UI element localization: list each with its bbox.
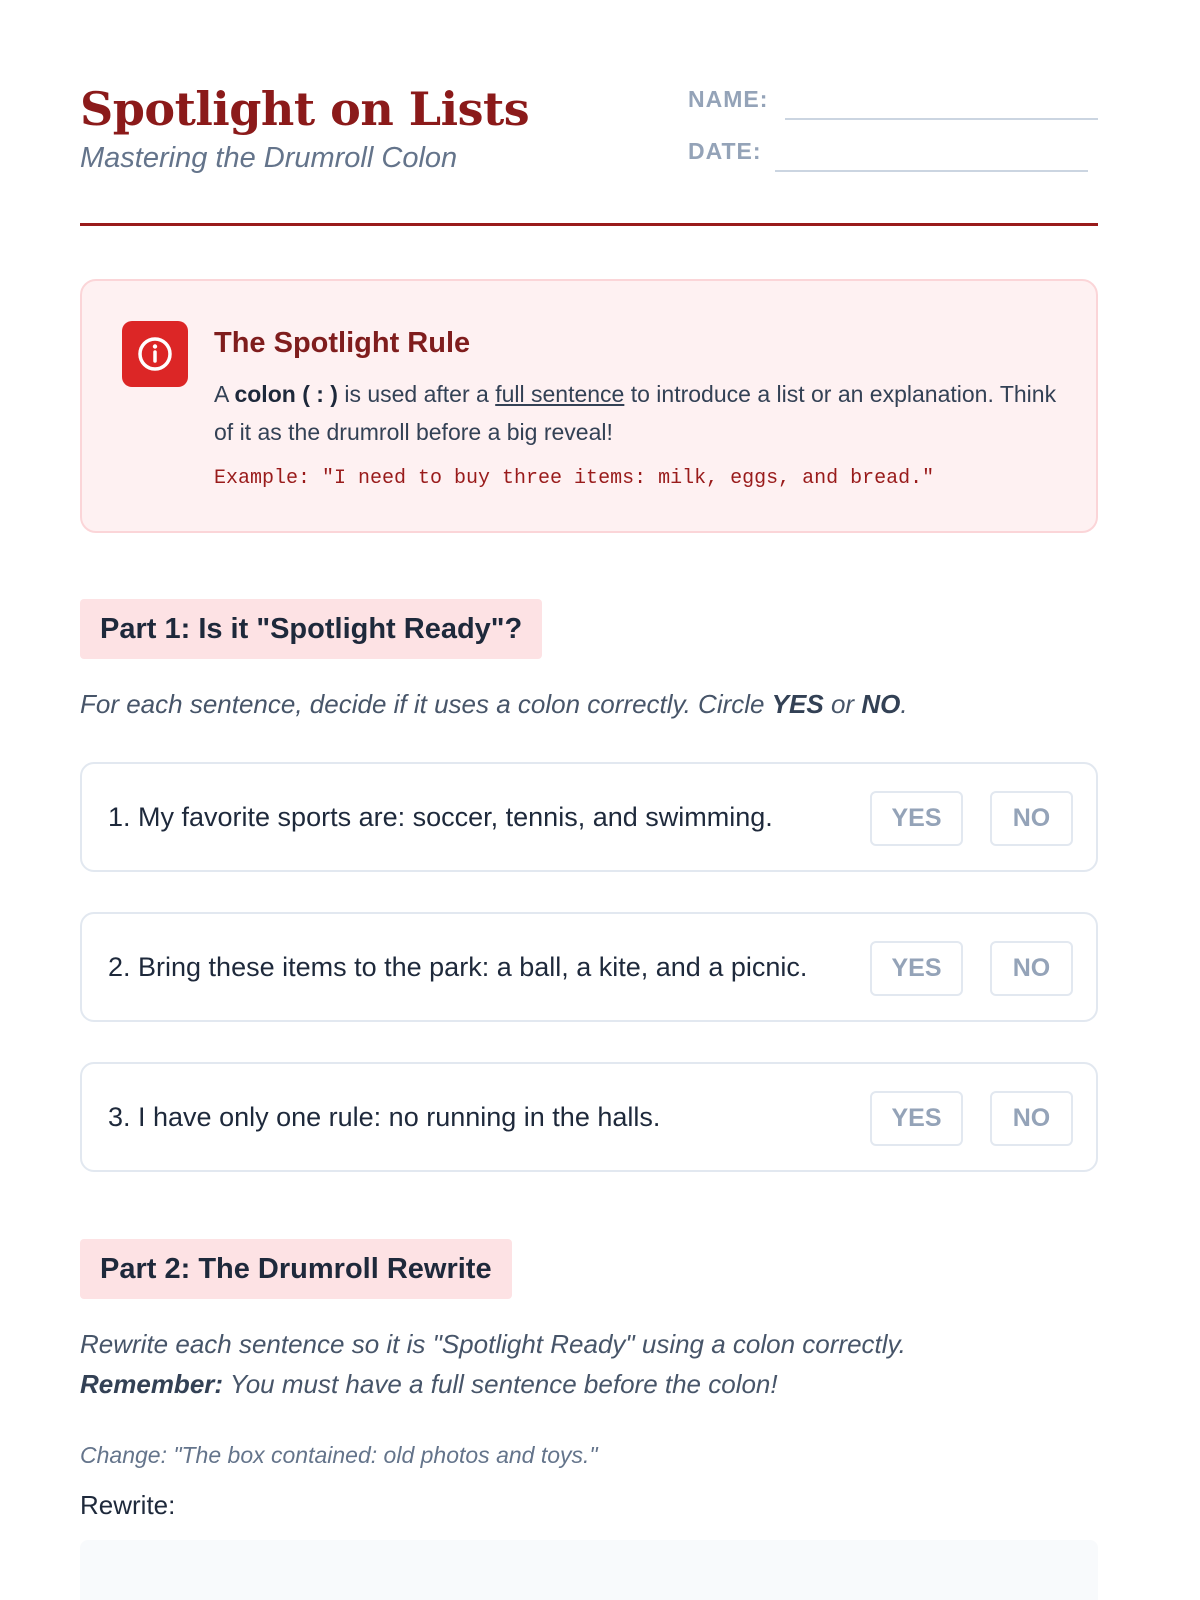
rule-callout [80, 279, 1098, 533]
page-subtitle: Mastering the Drumroll Colon [80, 142, 458, 174]
worksheet-page [80, 0, 1098, 1600]
no-button[interactable]: NO [990, 791, 1073, 846]
rule-text: A colon ( : ) is used after a full sentence to introduce a list or an explanation. Think of it as the drumroll before a big reveal! [214, 381, 1057, 445]
date-field [688, 134, 1088, 174]
date-label: DATE: [688, 138, 762, 164]
rule-underlined-term: full sentence [495, 381, 625, 407]
question-card [80, 1062, 1098, 1172]
question-card [80, 762, 1098, 872]
yes-button[interactable]: YES [870, 1091, 963, 1146]
rule-colon-term: colon ( : ) [234, 381, 338, 407]
part2-heading: Part 2: The Drumroll Rewrite [80, 1239, 512, 1299]
no-button[interactable]: NO [990, 1091, 1073, 1146]
question-text: 1. My favorite sports are: soccer, tennis, and swimming. [108, 802, 773, 832]
rewrite-label: Rewrite: [80, 1490, 176, 1520]
name-label: NAME: [688, 86, 769, 112]
part1-instructions: For each sentence, decide if it uses a colon correctly. Circle YES or NO. [80, 689, 908, 719]
rule-title: The Spotlight Rule [214, 327, 471, 359]
info-icon [122, 321, 188, 387]
question-text: 3. I have only one rule: no running in the halls. [108, 1102, 661, 1132]
date-line[interactable] [775, 170, 1088, 172]
name-field [688, 82, 1098, 122]
worksheet-header [80, 80, 1098, 226]
yes-button[interactable]: YES [870, 941, 963, 996]
part1-heading: Part 1: Is it "Spotlight Ready"? [80, 599, 542, 659]
page-title: Spotlight on Lists [80, 82, 530, 136]
question-card [80, 912, 1098, 1022]
yes-button[interactable]: YES [870, 791, 963, 846]
question-text: 2. Bring these items to the park: a ball, a kite, and a picnic. [108, 952, 808, 982]
rule-example: Example: "I need to buy three items: milk, eggs, and bread." [214, 467, 935, 490]
no-button[interactable]: NO [990, 941, 1073, 996]
part2-instructions: Rewrite each sentence so it is "Spotlight Ready" using a colon correctly. Remember: You must have a full sentence before the colon! [80, 1329, 906, 1399]
rewrite-answer-box[interactable] [80, 1540, 1098, 1600]
change-prompt: Change: "The box contained: old photos and toys." [80, 1442, 598, 1468]
name-line[interactable] [785, 118, 1098, 120]
